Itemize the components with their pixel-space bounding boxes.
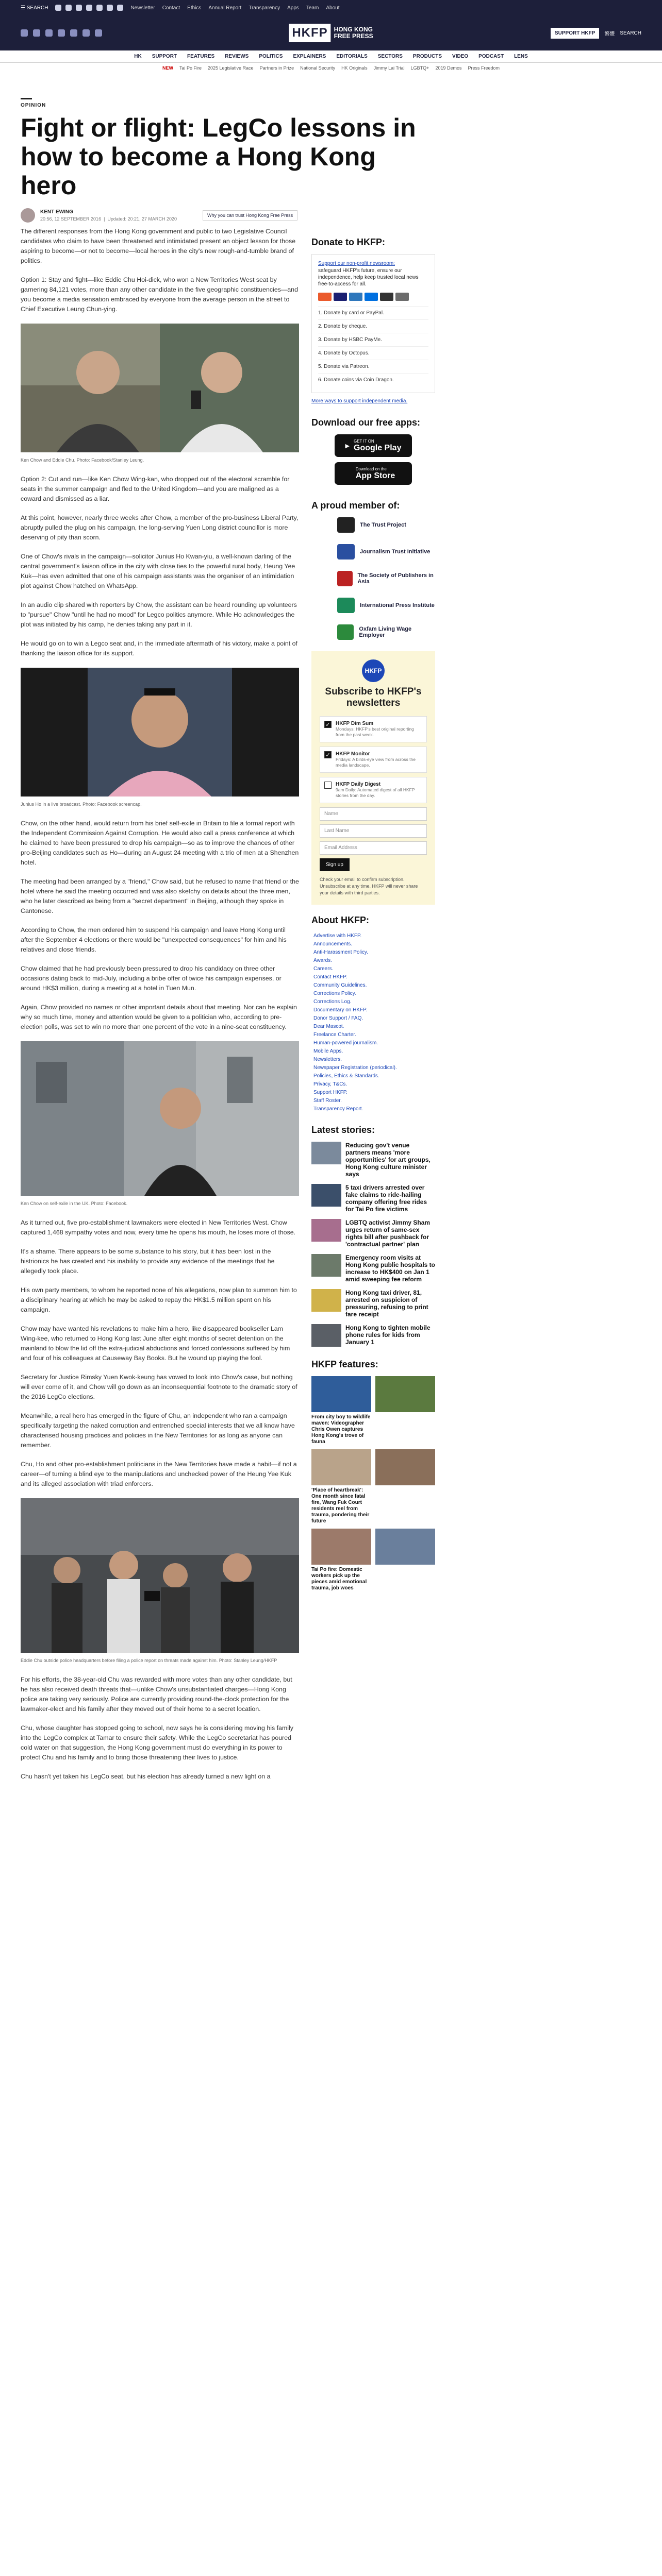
- latest-item[interactable]: [311, 1219, 435, 1248]
- option-desc: Mondays: HKFP's best original reporting from the past week.: [336, 726, 414, 737]
- logo-line-2: FREE PRESS: [334, 32, 373, 40]
- photo-junius-ho: [21, 668, 299, 796]
- as-big: App Store: [355, 471, 395, 480]
- latest-item[interactable]: [311, 1142, 435, 1178]
- checkbox-icon[interactable]: [324, 782, 332, 789]
- option-desc: 9am Daily: Automated digest of all HKFP stories from the day.: [336, 787, 415, 798]
- donate-option[interactable]: 4. Donate by Octopus.: [318, 346, 428, 360]
- latest-thumb: [311, 1219, 341, 1242]
- youtube-icon[interactable]: [58, 29, 65, 37]
- subnav-item[interactable]: National Security: [300, 65, 336, 71]
- subnav-item[interactable]: Press Freedom: [468, 65, 500, 71]
- about-link[interactable]: Documentary on HKFP.: [313, 1007, 368, 1013]
- gp-small: GET IT ON: [354, 438, 374, 444]
- threads-icon[interactable]: [96, 5, 103, 11]
- support-button[interactable]: SUPPORT HKFP: [551, 28, 599, 39]
- nav-item[interactable]: SUPPORT: [152, 54, 177, 59]
- about-link[interactable]: Contact HKFP.: [313, 974, 347, 980]
- nav-item[interactable]: PRODUCTS: [412, 54, 442, 59]
- member-ipi[interactable]: [311, 598, 435, 613]
- nav-item[interactable]: EDITORIALS: [336, 54, 368, 59]
- top-link-transparency[interactable]: Transparency: [249, 5, 280, 11]
- paragraph: Chow may have wanted his revelations to make him a hero, like disappeared bookseller Lam Wing-kee, who returned to Hong Kong last June after eight months of secret detention on the mainland to blow the lid off the extra-judicial abductions and forced confessions suffered by him and four of his colleagues at Causeway Bay Books. But he wound up playing the fool.: [21, 1325, 290, 1362]
- newsletter-fineprint: Check your email to confirm subscription. Unsubscribe at any time. HKFP will never share your details with third parties.: [320, 877, 418, 895]
- about-link[interactable]: Advertise with HKFP.: [313, 933, 362, 939]
- newsletter-option-dimsum[interactable]: [320, 716, 427, 742]
- instagram-icon[interactable]: [76, 5, 82, 11]
- option-name: HKFP Dim Sum: [336, 721, 374, 726]
- latest-thumb: [311, 1184, 341, 1207]
- newsletter-option-digest[interactable]: [320, 777, 427, 803]
- masthead-social: [21, 29, 102, 37]
- about-link[interactable]: Privacy, T&Cs.: [313, 1081, 347, 1087]
- more-ways-link[interactable]: More ways to support independent media.: [311, 398, 408, 404]
- paragraph: The different responses from the Hong Kong government and public to two Legislative Council candidates who claim to have been threatened and intimidated present an object lesson for those aspiring to become—or not to become—local heroes in the city's new rough-and-tumble brand of politics.: [21, 228, 296, 264]
- facebook-icon[interactable]: [21, 29, 28, 37]
- article-kicker[interactable]: OPINION: [21, 103, 46, 108]
- about-link[interactable]: Newspaper Registration (periodical).: [313, 1065, 397, 1071]
- member-sopa[interactable]: [311, 571, 435, 586]
- about-link[interactable]: Support HKFP.: [313, 1090, 347, 1095]
- threads-icon[interactable]: [70, 29, 77, 37]
- photo-caption: Ken Chow and Eddie Chu. Photo: Facebook/Stanley Leung.: [21, 457, 144, 463]
- newsletter-logo: HKFP: [362, 659, 385, 682]
- photo-ken-chow-eddie-chu: [21, 324, 299, 452]
- donate-heading: Donate to HKFP:: [311, 237, 385, 247]
- features-grid: [311, 1376, 435, 1591]
- about-list: [311, 932, 435, 1113]
- gp-big: Google Play: [354, 443, 402, 452]
- google-play-button[interactable]: [335, 434, 412, 457]
- x-icon[interactable]: [65, 5, 72, 11]
- nav-item[interactable]: LENS: [514, 54, 528, 59]
- member-label: International Press Institute: [360, 602, 435, 608]
- about-link[interactable]: Corrections Log.: [313, 999, 352, 1005]
- top-link-about[interactable]: About: [326, 5, 340, 11]
- photo-caption: Eddie Chu outside police headquarters before filing a police report on threats made against him. Photo: Stanley Leung/HKFP: [21, 1658, 277, 1663]
- main-nav: [0, 50, 662, 63]
- subnav-item[interactable]: LGBTQ+: [410, 65, 429, 71]
- newsletter-heading: Subscribe to HKFP's newsletters: [325, 686, 422, 708]
- logo-mark: HKFP: [289, 24, 330, 42]
- features-heading: HKFP features:: [311, 1359, 378, 1369]
- paragraph: Secretary for Justice Rimsky Yuen Kwok-keung has vowed to look into Chow's case, but nothing will ever come of it, and Chow will go down as an inconsequential footnote to the dramatic story of the 2016 LegCo elections.: [21, 1374, 297, 1400]
- option-name: HKFP Monitor: [336, 751, 370, 757]
- rss-icon[interactable]: [117, 5, 123, 11]
- feature-thumb: [311, 1449, 371, 1485]
- publish-date: 20:56, 12 SEPTEMBER 2016: [40, 216, 102, 222]
- top-utility-bar: [0, 0, 662, 15]
- feature-title: Tai Po fire: Domestic workers pick up the pieces amid emotional trauma, job woes: [311, 1567, 367, 1591]
- feature-thumb: [375, 1376, 435, 1412]
- nav-item[interactable]: REVIEWS: [225, 54, 249, 59]
- about-link[interactable]: Anti-Harassment Policy.: [313, 950, 368, 955]
- article-photo: [21, 1498, 299, 1653]
- ipi-icon: [337, 598, 355, 613]
- new-badge: NEW: [162, 65, 173, 71]
- nav-item[interactable]: POLITICS: [259, 54, 283, 59]
- site-logo[interactable]: [289, 24, 373, 42]
- latest-item[interactable]: [311, 1254, 435, 1283]
- about-link[interactable]: Human-powered journalism.: [313, 1040, 378, 1046]
- feature-item[interactable]: [375, 1449, 435, 1524]
- language-switch[interactable]: 繁體: [604, 31, 615, 37]
- feature-item[interactable]: [311, 1449, 371, 1524]
- top-link-ethics[interactable]: Ethics: [187, 5, 202, 11]
- apps-heading: Download our free apps:: [311, 417, 421, 428]
- latest-title: Hong Kong taxi driver, 81, arrested on suspicion of pressuring, refusing to print fare receipt: [345, 1289, 428, 1318]
- feature-thumb: [375, 1529, 435, 1565]
- telegram-icon[interactable]: [82, 29, 90, 37]
- photo-ken-chow-uk: [21, 1041, 299, 1196]
- donate-option[interactable]: 3. Donate by HSBC PayMe.: [318, 333, 428, 346]
- amex-icon: [349, 293, 362, 301]
- mastercard-icon: [318, 293, 332, 301]
- paragraph: According to Chow, the men ordered him to suspend his campaign and leave Hong Kong until after the September 4 elections or there would be "unexpected consequences" for him and his relatives and close friends.: [21, 926, 287, 953]
- member-oxfam[interactable]: [311, 624, 435, 640]
- sub-nav: [0, 63, 662, 73]
- nav-item[interactable]: HK: [134, 54, 142, 59]
- trust-project-icon: [337, 517, 355, 533]
- paragraph: The meeting had been arranged by a "friend," Chow said, but he refused to name that friend or the hotel where he said the meeting occurred and was also sketchy on details about the three men, who he later described as being from a "secret department" in Beijing, although they spoke in Cantonese.: [21, 878, 299, 914]
- photo-caption: Ken Chow on self-exile in the UK. Photo: Facebook.: [21, 1201, 128, 1206]
- paragraph: Chow claimed that he had previously been pressured to drop his candidacy on three other occasions dating back to mid-July, including a bribe offer of twice his campaign expenses, or around HK$3 million, during a meeting at a hotel in Tuen Mun.: [21, 965, 282, 992]
- top-link-apps[interactable]: Apps: [287, 5, 299, 11]
- top-link-newsletter[interactable]: Newsletter: [130, 5, 155, 11]
- paragraph: Meanwhile, a real hero has emerged in the figure of Chu, an independent who ran a campaign specifically targeting the naked corruption and entrenched special interests that we all know have characterised housing practices and policies in the New Territories for as long as anyone can remember.: [21, 1412, 295, 1449]
- trust-badge[interactable]: Why you can trust Hong Kong Free Press: [203, 210, 297, 221]
- signup-button[interactable]: Sign up: [320, 858, 350, 871]
- name-input[interactable]: Name: [320, 807, 427, 821]
- about-link[interactable]: Transparency Report.: [313, 1106, 363, 1112]
- search-label: SEARCH: [26, 5, 48, 11]
- masthead-search[interactable]: SEARCH: [620, 30, 641, 36]
- member-label: The Trust Project: [360, 522, 406, 528]
- article-header: [21, 98, 644, 223]
- about-link[interactable]: Donor Support / FAQ.: [313, 1015, 363, 1021]
- feature-title: 'Place of heartbreak': One month since fatal fire, Wang Fuk Court residents reel from trauma, pondering their future: [311, 1487, 370, 1524]
- paypal-icon: [365, 293, 378, 301]
- latest-thumb: [311, 1254, 341, 1277]
- article-headline: Fight or flight: LegCo lessons in how to become a Hong Kong hero: [21, 113, 416, 200]
- paragraph: Chu hasn't yet taken his LegCo seat, but his election has already turned a new light on a: [21, 1773, 271, 1780]
- about-link[interactable]: Staff Roster.: [313, 1098, 342, 1104]
- about-link[interactable]: Careers.: [313, 966, 334, 972]
- paragraph: Option 2: Cut and run—like Ken Chow Wing-kan, who dropped out of the electoral scramble for seats in the summer campaign and fled to the United Kingdom—and you are maligned as a coward and dismissed as a liar.: [21, 476, 290, 502]
- option-desc: Fridays: A birds-eye view from across the media landscape.: [336, 757, 416, 768]
- x-icon[interactable]: [33, 29, 40, 37]
- logo-line-1: HONG KONG: [334, 26, 373, 33]
- author-name[interactable]: KENT EWING: [40, 209, 73, 215]
- googlepay-icon: [395, 293, 409, 301]
- telegram-icon[interactable]: [107, 5, 113, 11]
- paragraph: Chow, on the other hand, would return from his brief self-exile in Britain to file a formal report with the Independent Commission Against Corruption. He would also call a press conference at which he claimed to have been pressured to drop his campaign—so as to improve the chances of other pro-Beijing candidates such as Ho—during an August 24 meeting with a trio of men at a Shenzhen hotel.: [21, 820, 299, 866]
- article-photo: [21, 1041, 299, 1196]
- subnav-item[interactable]: HK Originals: [341, 65, 368, 71]
- donate-box: [311, 254, 435, 393]
- rss-icon[interactable]: [95, 29, 102, 37]
- byline: [21, 208, 644, 223]
- paragraph: For his efforts, the 38-year-old Chu was rewarded with more votes than any other candidate, but he has also received death threats that—unlike Chow's unsubstantiated charges—Hong Kong police are taking very seriously. Police are currently providing round-the-clock protection for the lawmaker-elect and his family after they moved out of their home to a secret location.: [21, 1676, 292, 1713]
- donate-option[interactable]: 6. Donate coins via Coin Dragon.: [318, 373, 428, 386]
- paragraph: Chu, whose daughter has stopped going to school, now says he is considering moving his family into the LegCo complex at Tamar to ensure their safety. While the LegCo secretariat has poured cold water on that suggestion, the Hong Kong government must do everything in its power to protect Chu and his family and to bring those threatening their lives to justice.: [21, 1724, 293, 1761]
- feature-thumb: [375, 1449, 435, 1485]
- newsletter-option-monitor[interactable]: [320, 747, 427, 773]
- paragraph: His own party members, to whom he reported none of his allegations, now plan to summon him to a disciplinary hearing at which he may be asked to repay the HK$1.5 million spent on his campaign.: [21, 1286, 297, 1313]
- search-link[interactable]: ☰ SEARCH: [21, 5, 48, 11]
- donate-link[interactable]: Support our non-profit newsroom:: [318, 261, 395, 266]
- checkbox-checked-icon[interactable]: ✓: [324, 721, 332, 728]
- paragraph: He would go on to win a Legco seat and, in the immediate aftermath of his victory, make a point of thanking the liaison office for its support.: [21, 640, 297, 657]
- payment-icons: [318, 293, 428, 301]
- youtube-icon[interactable]: [86, 5, 92, 11]
- paragraph: It's a shame. There appears to be some substance to his story, but it has been lost in the histrionics he has created and his inability to provide any evidence of the meetings that he allegedly took place.: [21, 1248, 275, 1275]
- paragraph: Again, Chow provided no names or other important details about that meeting. Nor can he explain why so much time, money and attention would be given to a politician who, according to pre-election polls, was set to win no more than one percent of the vote in a nine-seat constituency.: [21, 1004, 297, 1030]
- donate-option[interactable]: 1. Donate by card or PayPal.: [318, 306, 428, 319]
- latest-item[interactable]: [311, 1184, 435, 1213]
- latest-list: [311, 1142, 435, 1347]
- top-link-contact[interactable]: Contact: [162, 5, 180, 11]
- sopa-icon: [337, 571, 353, 586]
- member-label: Oxfam Living Wage Employer: [359, 626, 412, 638]
- latest-thumb: [311, 1324, 341, 1347]
- member-label: Journalism Trust Initiative: [360, 549, 431, 555]
- as-small: Download on the: [355, 466, 387, 471]
- article-photo: [21, 324, 299, 452]
- app-store-button[interactable]: [335, 462, 412, 485]
- latest-title: Emergency room visits at Hong Kong public hospitals to increase to HK$400 on Jan 1 amid sweeping fee reform: [345, 1254, 435, 1283]
- jti-icon: [337, 544, 355, 560]
- about-link[interactable]: Mobile Apps.: [313, 1048, 343, 1054]
- article-dates: 20:56, 12 SEPTEMBER 2016 | Updated: 20:21, 27 MARCH 2020: [40, 216, 177, 222]
- article-photo: [21, 668, 299, 796]
- latest-item[interactable]: [311, 1289, 435, 1318]
- facebook-icon[interactable]: [55, 5, 61, 11]
- feature-title: From city boy to wildlife maven: Videographer Chris Owen captures Hong Kong's trove of fauna: [311, 1414, 371, 1445]
- latest-item[interactable]: [311, 1324, 435, 1347]
- updated-date: Updated: 20:21, 27 MARCH 2020: [107, 216, 177, 222]
- masthead: [0, 15, 662, 50]
- member-jti[interactable]: [311, 544, 435, 560]
- about-heading: About HKFP:: [311, 915, 369, 925]
- photo-eddie-chu-police: [21, 1498, 299, 1653]
- paragraph: Option 1: Stay and fight—like Eddie Chu Hoi-dick, who won a New Territories West seat by garnering 84,121 votes, more than any other candidate in the five geographic constituencies—and you become a media sensation embraced by everyone from the average person in the street to Chief Executive Leung Chun-ying.: [21, 276, 298, 313]
- photo-caption: Junius Ho in a live broadcast. Photo: Facebook screencap.: [21, 802, 142, 807]
- nav-item[interactable]: FEATURES: [187, 54, 215, 59]
- about-link[interactable]: Announcements.: [313, 941, 353, 947]
- about-link[interactable]: Community Guidelines.: [313, 982, 367, 988]
- latest-heading: Latest stories:: [311, 1125, 375, 1135]
- oxfam-icon: [337, 624, 354, 640]
- donate-option[interactable]: 5. Donate via Patreon.: [318, 360, 428, 373]
- top-link-annual-report[interactable]: Annual Report: [208, 5, 242, 11]
- social-icons: [55, 5, 123, 11]
- about-link[interactable]: Awards.: [313, 958, 332, 963]
- nav-item[interactable]: VIDEO: [452, 54, 469, 59]
- member-trust-project[interactable]: [311, 517, 435, 533]
- subnav-item[interactable]: 2019 Demos: [435, 65, 462, 71]
- member-heading: A proud member of:: [311, 500, 400, 511]
- subnav-item[interactable]: 2025 Legislative Race: [208, 65, 254, 71]
- visa-icon: [334, 293, 347, 301]
- last-name-input[interactable]: Last Name: [320, 824, 427, 838]
- logo-text: [334, 26, 373, 40]
- feature-item[interactable]: [311, 1529, 371, 1591]
- latest-title: LGBTQ activist Jimmy Sham urges return of same-sex rights bill after pushback for 'contractual partner' plan: [345, 1219, 431, 1248]
- nav-item[interactable]: SECTORS: [377, 54, 403, 59]
- latest-thumb: [311, 1289, 341, 1312]
- instagram-icon[interactable]: [45, 29, 53, 37]
- nav-item[interactable]: EXPLAINERS: [293, 54, 326, 59]
- top-link-team[interactable]: Team: [306, 5, 319, 11]
- latest-title: 5 taxi drivers arrested over fake claims to ride-hailing company offering free rides for Tai Po fire victims: [345, 1184, 427, 1213]
- subnav-item[interactable]: Jimmy Lai Trial: [373, 65, 405, 71]
- paragraph: At this point, however, nearly three weeks after Chow, a member of the pro-business Liberal Party, abruptly pulled the plug on his campaign, the long-serving Yuen Long district councillor is more deserving of pity than scorn.: [21, 514, 299, 541]
- option-name: HKFP Daily Digest: [336, 782, 381, 787]
- paragraph: One of Chow's rivals in the campaign—solicitor Junius Ho Kwan-yiu, a well-known darling of the central government's liaison office in the city with close ties to the powerful rural body, Heung Yee Kuk—has even admitted that one of his campaign assistants was the organiser of an intimidation plot against Chow hatched on WhatsApp.: [21, 553, 295, 589]
- about-link[interactable]: Freelance Charter.: [313, 1032, 356, 1038]
- feature-item[interactable]: [375, 1376, 435, 1445]
- latest-title: Hong Kong to tighten mobile phone rules for kids from January 1: [345, 1324, 431, 1346]
- feature-thumb: [311, 1529, 371, 1565]
- nav-item[interactable]: PODCAST: [478, 54, 504, 59]
- checkbox-checked-icon[interactable]: ✓: [324, 751, 332, 758]
- donate-option[interactable]: 2. Donate by cheque.: [318, 319, 428, 333]
- sidebar: [311, 237, 435, 1591]
- newsletter-box: [311, 651, 435, 905]
- member-label: The Society of Publishers in Asia: [357, 572, 434, 585]
- about-link[interactable]: Corrections Policy.: [313, 991, 356, 996]
- latest-thumb: [311, 1142, 341, 1164]
- about-link[interactable]: Policies, Ethics & Standards.: [313, 1073, 379, 1079]
- kicker-rule: [21, 98, 32, 99]
- subnav-item[interactable]: Partners in Prize: [259, 65, 294, 71]
- paragraph: Chu, Ho and other pro-establishment politicians in the New Territories have made a habit—if not a career—of turning a blind eye to the manipulations and unchecked power of the Heung Yee Kuk and its alleged association with triad enforcers.: [21, 1461, 297, 1487]
- feature-thumb: [311, 1376, 371, 1412]
- feature-item[interactable]: [375, 1529, 435, 1591]
- google-play-icon: ▶: [345, 443, 350, 449]
- paragraph: As it turned out, five pro-establishment lawmakers were elected in New Territories West. Chow captured 1,468 sympathy votes and now, every time he opens his mouth, he loses more of those.: [21, 1219, 296, 1236]
- paragraph: In an audio clip shared with reporters by Chow, the assistant can be heard rounding up volunteers to "pursue" Chow "until he had no mood" for Legco politics anymore. While Ho acknowledges the plot was initiated by his camp, he denies taking any part in it.: [21, 601, 297, 628]
- masthead-actions: [551, 28, 641, 39]
- applepay-icon: [380, 293, 393, 301]
- donate-text: safeguard HKFP's future, ensure our independence, help keep trusted local news free-to-access for all.: [318, 268, 419, 287]
- latest-title: Reducing gov't venue partners means 'more opportunities' for art groups, Hong Kong culture minister says: [345, 1142, 431, 1178]
- subnav-item[interactable]: Tai Po Fire: [179, 65, 202, 71]
- email-input[interactable]: Email Address: [320, 841, 427, 855]
- about-link[interactable]: Dear Mascot.: [313, 1024, 344, 1029]
- article-body: [21, 227, 299, 1791]
- feature-item[interactable]: [311, 1376, 371, 1445]
- author-avatar: [21, 208, 35, 223]
- about-link[interactable]: Newsletters.: [313, 1057, 342, 1062]
